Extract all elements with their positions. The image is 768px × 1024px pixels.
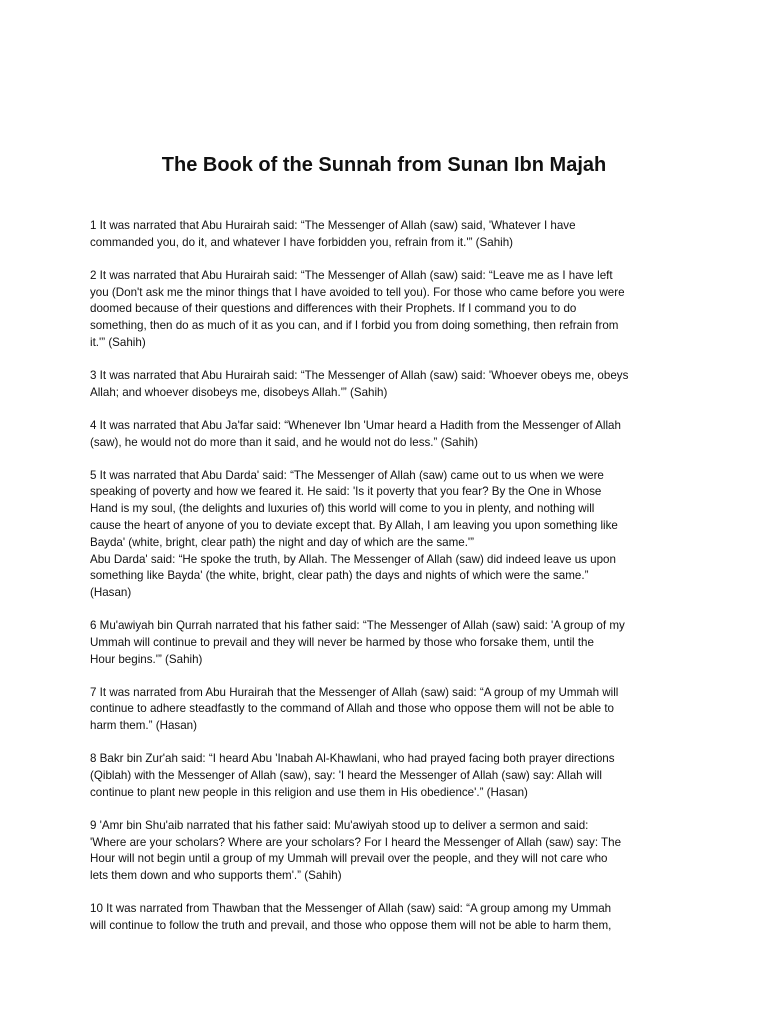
paragraph-line: 8 Bakr bin Zur'ah said: “I heard Abu 'Inabah Al-Khawlani, who had prayed facing both prayer directions	[90, 752, 615, 766]
paragraph-line: Hour begins.'” (Sahih)	[90, 652, 203, 666]
hadith-paragraph-5	[90, 468, 690, 602]
paragraph-line: 4 It was narrated that Abu Ja'far said: “Whenever Ibn 'Umar heard a Hadith from the Messenger of Allah	[90, 418, 621, 432]
paragraph-line: something like Bayda' (the white, bright, clear path) the days and nights of which were the same.”	[90, 569, 589, 583]
paragraph-line: Hand is my soul, (the delights and luxuries of) this world will come to you in plenty, and nothing will	[90, 502, 595, 516]
hadith-paragraph-7	[90, 685, 690, 735]
paragraph-line: 10 It was narrated from Thawban that the Messenger of Allah (saw) said: “A group among my Ummah	[90, 902, 612, 916]
hadith-paragraph-4	[90, 418, 690, 452]
paragraph-line: Hour will not begin until a group of my Ummah will prevail over the people, and they will not care who	[90, 852, 608, 866]
document-title: The Book of the Sunnah from Sunan Ibn Majah	[161, 154, 607, 176]
paragraph-line: 6 Mu'awiyah bin Qurrah narrated that his father said: “The Messenger of Allah (saw) said: 'A group of my	[90, 619, 625, 633]
paragraph-line: harm them.” (Hasan)	[90, 719, 197, 733]
hadith-paragraph-6	[90, 618, 690, 668]
hadith-paragraph-3	[90, 368, 690, 402]
hadith-paragraph-1	[90, 218, 690, 252]
paragraph-line: 5 It was narrated that Abu Darda' said: “The Messenger of Allah (saw) came out to us when we were	[90, 468, 604, 482]
paragraph-line: (Qiblah) with the Messenger of Allah (saw), say: 'I heard the Messenger of Allah (saw) say: Allah will	[90, 769, 602, 783]
paragraph-line: continue to adhere steadfastly to the command of Allah and those who oppose them will not be able to	[90, 702, 614, 716]
hadith-paragraph-10	[90, 901, 690, 935]
paragraph-line: Allah; and whoever disobeys me, disobeys Allah.'” (Sahih)	[90, 385, 388, 399]
paragraph-line: lets them down and who supports them'.” (Sahih)	[90, 869, 342, 883]
paragraph-line: 9 'Amr bin Shu'aib narrated that his father said: Mu'awiyah stood up to deliver a sermon and said:	[90, 818, 589, 832]
paragraph-line: (Hasan)	[90, 586, 132, 600]
paragraph-line: 7 It was narrated from Abu Hurairah that the Messenger of Allah (saw) said: “A group of my Ummah will	[90, 685, 619, 699]
paragraph-line: cause the heart of anyone of you to deviate except that. By Allah, I am leaving you upon something like	[90, 518, 618, 532]
paragraph-line: doomed because of their questions and differences with their Prophets. If I command you to do	[90, 302, 577, 316]
paragraph-line: continue to plant new people in this religion and use them in His obedience'.” (Hasan)	[90, 785, 528, 799]
paragraph-line: you (Don't ask me the minor things that I have avoided to tell you). For those who came before you were	[90, 285, 625, 299]
paragraph-line: it.'” (Sahih)	[90, 335, 146, 349]
paragraph-line: Ummah will continue to prevail and they will never be harmed by those who forsake them, until the	[90, 635, 594, 649]
paragraph-line: 1 It was narrated that Abu Hurairah said: “The Messenger of Allah (saw) said, 'Whatever I have	[90, 219, 576, 232]
paragraph-line: 3 It was narrated that Abu Hurairah said: “The Messenger of Allah (saw) said: 'Whoever obeys me, obeys	[90, 368, 629, 382]
hadith-paragraph-8	[90, 751, 690, 801]
paragraph-line: Bayda' (white, bright, clear path) the night and day of which are the same.'”	[90, 535, 475, 549]
paragraph-line: Abu Darda' said: “He spoke the truth, by Allah. The Messenger of Allah (saw) did indeed leave us upon	[90, 552, 616, 566]
paragraph-line: speaking of poverty and how we feared it. He said: 'Is it poverty that you fear? By the One in Whose	[90, 485, 602, 499]
paragraph-line: (saw), he would not do more than it said, and he would not do less.” (Sahih)	[90, 435, 478, 449]
paragraph-line: 2 It was narrated that Abu Hurairah said: “The Messenger of Allah (saw) said: “Leave me as I have left	[90, 268, 613, 282]
paragraph-line: commanded you, do it, and whatever I have forbidden you, refrain from it.'” (Sahih)	[90, 235, 514, 249]
hadith-paragraph-2	[90, 268, 690, 352]
paragraph-line: 'Where are your scholars? Where are your scholars? For I heard the Messenger of Allah (saw) say: The	[90, 835, 622, 849]
document-body	[90, 218, 690, 951]
paragraph-line: will continue to follow the truth and prevail, and those who oppose them will not be able to harm them,	[90, 918, 612, 932]
hadith-paragraph-9	[90, 818, 690, 885]
paragraph-line: something, then do as much of it as you can, and if I forbid you from doing something, then refrain from	[90, 319, 619, 333]
